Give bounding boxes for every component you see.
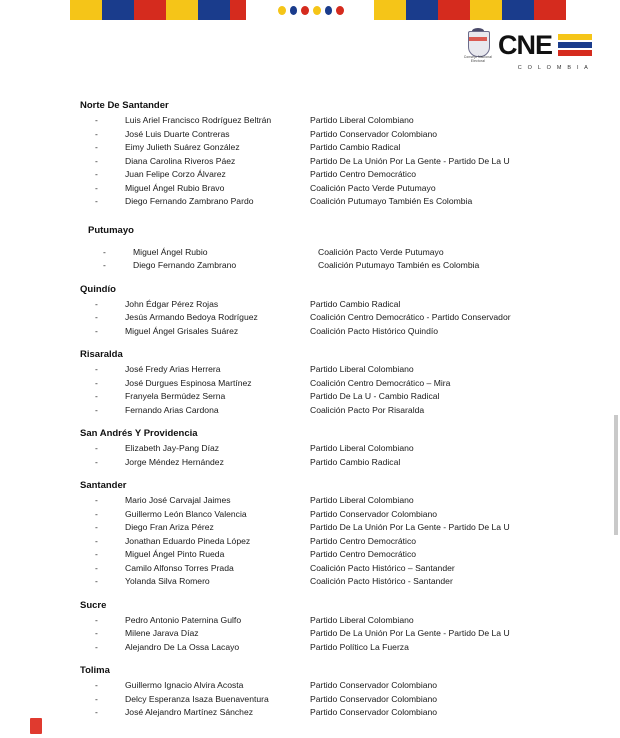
bullet-dash: - xyxy=(95,680,98,690)
flag-stripe-red xyxy=(134,0,166,20)
scrollbar-thumb[interactable] xyxy=(614,415,618,535)
bullet-dash: - xyxy=(95,641,98,652)
list-item xyxy=(0,298,620,312)
flag-stripe-blue xyxy=(198,0,230,20)
cne-wordmark: CNE xyxy=(497,29,552,60)
flag-stripe-yellow xyxy=(374,0,406,20)
candidate-name: Miguel Ángel Rubio Bravo xyxy=(125,182,225,193)
section-heading-san-andres-y-providencia: San Andrés Y Providencia xyxy=(80,428,198,439)
flag-stripe-blue xyxy=(502,0,534,20)
party-name: Partido Conservador Colombiano xyxy=(310,693,438,704)
dot-yellow-icon xyxy=(313,6,321,15)
party-name: Partido Liberal Colombiano xyxy=(310,115,414,125)
party-name: Partido Conservador Colombiano xyxy=(310,128,438,139)
candidate-name: José Fredy Arias Herrera xyxy=(125,364,221,374)
list-item xyxy=(0,521,620,535)
flag-stripe-blue xyxy=(406,0,438,20)
section-heading-sucre: Sucre xyxy=(80,599,107,611)
list-item xyxy=(0,246,620,260)
bullet-dash: - xyxy=(95,325,98,336)
bullet-dash: - xyxy=(95,128,98,139)
bullet-dash: - xyxy=(95,628,98,638)
bullet-dash: - xyxy=(95,549,98,559)
list-item xyxy=(0,404,620,418)
bullet-dash: - xyxy=(95,495,98,505)
party-name: Partido Político La Fuerza xyxy=(310,641,409,652)
list-item xyxy=(0,442,620,456)
bullet-dash: - xyxy=(95,196,98,206)
party-name: Partido De La Unión Por La Gente - Partido De La U xyxy=(310,628,510,638)
party-name: Partido Cambio Radical xyxy=(310,456,401,467)
flag-stripe-yellow xyxy=(70,0,102,20)
candidate-name: John Édgar Pérez Rojas xyxy=(125,298,219,309)
bullet-dash: - xyxy=(95,456,98,467)
candidate-name: Pedro Antonio Paternina Gulfo xyxy=(125,614,242,625)
cne-bar-red xyxy=(558,50,592,56)
bullet-dash: - xyxy=(95,298,98,309)
list-item xyxy=(0,614,620,628)
list-item xyxy=(0,706,620,720)
candidate-name: Jesús Armando Bedoya Rodríguez xyxy=(125,312,258,322)
candidate-name: Guillermo Ignacio Alvira Acosta xyxy=(125,680,244,690)
flag-stripe-red xyxy=(230,0,246,20)
party-name: Partido Centro Democrático xyxy=(310,535,417,546)
party-name: Coalición Putumayo También es Colombia xyxy=(318,260,480,270)
section-heading-tolima: Tolima xyxy=(80,665,110,676)
bullet-dash: - xyxy=(103,260,106,270)
section-heading-santander: Santander xyxy=(80,480,127,491)
candidate-name: Alejandro De La Ossa Lacayo xyxy=(125,641,240,652)
bullet-dash: - xyxy=(95,391,98,401)
party-name: Coalición Pacto Histórico - Santander xyxy=(310,576,453,586)
bullet-dash: - xyxy=(95,364,98,374)
party-name: Coalición Pacto Verde Putumayo xyxy=(310,182,436,193)
dot-blue-icon xyxy=(325,6,333,15)
candidate-name: Camilo Alfonso Torres Prada xyxy=(125,562,234,573)
party-name: Partido De La Unión Por La Gente - Partido De La U xyxy=(310,522,510,532)
list-item xyxy=(0,182,620,196)
section-heading-putumayo: Putumayo xyxy=(88,224,134,236)
party-name: Coalición Putumayo También Es Colombia xyxy=(310,196,473,206)
list-item xyxy=(0,114,620,128)
bullet-dash: - xyxy=(95,142,98,152)
candidate-name: Juan Felipe Corzo Álvarez xyxy=(125,169,226,179)
bullet-dash: - xyxy=(95,182,98,193)
flag-stripe-blue xyxy=(102,0,134,20)
list-item xyxy=(0,377,620,391)
party-name: Coalición Pacto Histórico – Santander xyxy=(310,562,455,573)
candidate-name: Delcy Esperanza Isaza Buenaventura xyxy=(125,693,269,704)
party-name: Partido Liberal Colombiano xyxy=(310,443,414,453)
flag-stripe-red xyxy=(438,0,470,20)
dot-yellow-icon xyxy=(278,6,286,15)
party-name: Partido Conservador Colombiano xyxy=(310,508,438,519)
candidate-name: Yolanda Silva Romero xyxy=(125,576,210,586)
candidate-name: Diana Carolina Riveros Páez xyxy=(125,155,236,166)
party-name: Partido Cambio Radical xyxy=(310,298,401,309)
party-name: Partido Liberal Colombiano xyxy=(310,364,414,374)
section-heading-risaralda: Risaralda xyxy=(80,349,123,360)
list-item xyxy=(0,679,620,693)
list-item xyxy=(0,155,620,169)
top-flag-banner xyxy=(0,0,620,20)
bullet-dash: - xyxy=(95,443,98,453)
list-item xyxy=(0,508,620,522)
candidate-name: Miguel Ángel Rubio xyxy=(133,246,208,257)
party-name: Partido Centro Democrático xyxy=(310,169,417,179)
party-name: Partido Conservador Colombiano xyxy=(310,707,438,717)
candidate-name: Diego Fran Ariza Pérez xyxy=(125,522,214,532)
party-name: Coalición Centro Democrático – Mira xyxy=(310,377,451,388)
dot-blue-icon xyxy=(290,6,298,15)
cne-logo xyxy=(463,28,592,71)
bullet-dash: - xyxy=(95,576,98,586)
bullet-dash: - xyxy=(95,312,98,322)
bullet-dash: - xyxy=(95,522,98,532)
candidate-name: Franyela Bermúdez Serna xyxy=(125,391,226,401)
cne-subtitle: C O L O M B I A xyxy=(517,65,590,71)
list-item xyxy=(0,535,620,549)
candidate-name: Mario José Carvajal Jaimes xyxy=(125,495,231,505)
party-name: Partido Conservador Colombiano xyxy=(310,680,438,690)
candidate-name: Guillermo León Blanco Valencia xyxy=(125,508,247,519)
section-heading-quindio: Quindío xyxy=(80,283,116,295)
list-item xyxy=(0,141,620,155)
list-item xyxy=(0,548,620,562)
bullet-dash: - xyxy=(95,155,98,166)
bullet-dash: - xyxy=(95,377,98,388)
candidate-name: José Alejandro Martínez Sánchez xyxy=(125,707,254,717)
list-item xyxy=(0,390,620,404)
list-item xyxy=(0,195,620,209)
list-item xyxy=(0,641,620,655)
bullet-dash: - xyxy=(95,535,98,546)
candidate-name: Elizabeth Jay-Pang Díaz xyxy=(125,443,220,453)
party-name: Partido De La Unión Por La Gente - Partido De La U xyxy=(310,155,510,166)
bullet-dash: - xyxy=(95,562,98,573)
party-name: Coalición Centro Democrático - Partido Conservador xyxy=(310,312,511,322)
cne-bar-blue xyxy=(558,42,592,48)
bullet-dash: - xyxy=(103,246,106,257)
list-item xyxy=(0,575,620,589)
section-heading-norte-de-santander: Norte De Santander xyxy=(80,100,169,111)
bullet-dash: - xyxy=(95,508,98,519)
bullet-dash: - xyxy=(95,404,98,415)
candidate-name: Diego Fernando Zambrano Pardo xyxy=(125,196,254,206)
list-item xyxy=(0,494,620,508)
list-item xyxy=(0,325,620,339)
candidate-list-document xyxy=(0,100,620,720)
candidate-name: Jonathan Eduardo Pineda López xyxy=(125,535,251,546)
list-item xyxy=(0,562,620,576)
page-marker-icon xyxy=(30,718,42,734)
bullet-dash: - xyxy=(95,707,98,717)
list-item xyxy=(0,363,620,377)
coat-of-arms-icon xyxy=(464,28,492,62)
party-name: Coalición Pacto Histórico Quindío xyxy=(310,325,439,336)
candidate-name: Jorge Méndez Hernández xyxy=(125,456,224,467)
flag-stripe-red xyxy=(534,0,566,20)
list-item xyxy=(0,168,620,182)
party-name: Partido Cambio Radical xyxy=(310,142,401,152)
cne-bar-yellow xyxy=(558,34,592,40)
list-item xyxy=(0,259,620,273)
dot-red-icon xyxy=(336,6,344,15)
candidate-name: Diego Fernando Zambrano xyxy=(133,260,237,270)
candidate-name: Miguel Ángel Pinto Rueda xyxy=(125,549,225,559)
candidate-name: Fernando Arias Cardona xyxy=(125,404,219,415)
party-name: Partido Centro Democrático xyxy=(310,549,417,559)
flag-stripe-yellow xyxy=(166,0,198,20)
candidate-name: Miguel Ángel Grisales Suárez xyxy=(125,325,239,336)
candidate-name: José Durgues Espinosa Martínez xyxy=(125,377,252,388)
bullet-dash: - xyxy=(95,693,98,704)
party-name: Partido De La U - Cambio Radical xyxy=(310,391,440,401)
list-item xyxy=(0,693,620,707)
list-item xyxy=(0,311,620,325)
list-item xyxy=(0,456,620,470)
candidate-name: Eimy Julieth Suárez González xyxy=(125,142,240,152)
bullet-dash: - xyxy=(95,115,98,125)
flag-stripe-yellow xyxy=(470,0,502,20)
dot-red-icon xyxy=(301,6,309,15)
candidate-name: José Luis Duarte Contreras xyxy=(125,128,230,139)
list-item xyxy=(0,627,620,641)
bullet-dash: - xyxy=(95,169,98,179)
cne-flag-bars xyxy=(558,34,592,56)
party-name: Partido Liberal Colombiano xyxy=(310,495,414,505)
bullet-dash: - xyxy=(95,614,98,625)
list-item xyxy=(0,128,620,142)
party-name: Partido Liberal Colombiano xyxy=(310,614,414,625)
candidate-name: Luis Ariel Francisco Rodríguez Beltrán xyxy=(125,115,272,125)
party-name: Coalición Pacto Verde Putumayo xyxy=(318,246,444,257)
flag-dots-decoration xyxy=(278,5,344,15)
candidate-name: Milene Jarava Díaz xyxy=(125,628,199,638)
party-name: Coalición Pacto Por Risaralda xyxy=(310,404,425,415)
crest-caption: Consejo Nacional Electoral xyxy=(463,55,493,63)
